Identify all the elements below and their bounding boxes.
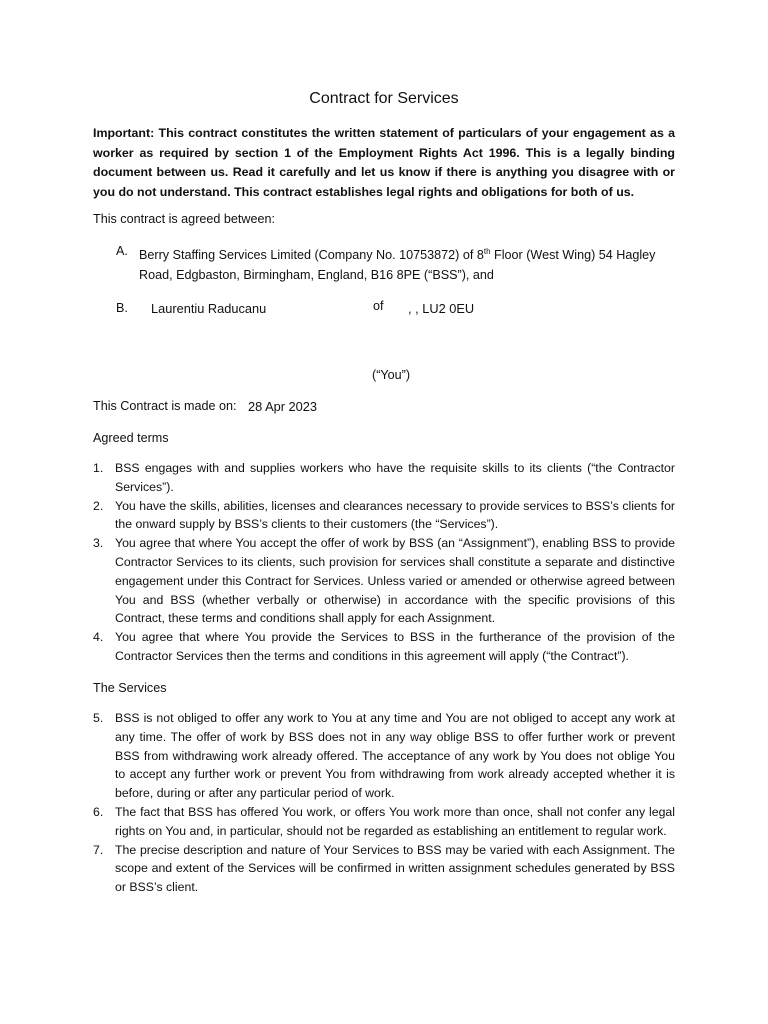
list-item [93, 459, 675, 497]
party-b-letter: B. [116, 301, 128, 315]
item-number: 2. [93, 498, 104, 513]
party-a-superscript: th [483, 247, 491, 256]
item-text: The fact that BSS has offered You work, or offers You work more than once, shall not confer any legal rights on You and, in particular, should not be regarded as establishing an entitlement to regular work. [115, 804, 675, 838]
item-text: BSS engages with and supplies workers who have the requisite skills to its clients (“the Contractor Services”). [115, 461, 675, 494]
agreed-between-text: This contract is agreed between: [93, 212, 276, 226]
list-item [93, 803, 675, 841]
item-number: 1. [93, 461, 104, 475]
party-a-text-start: Berry Staffing Services Limited (Company No. 10753872) of 8 [139, 248, 484, 263]
section-heading-the-services: The Services [93, 681, 167, 695]
party-b-of: of [373, 299, 384, 313]
item-number: 6. [93, 804, 104, 819]
list-item [93, 709, 675, 803]
party-a-text-end: Floor (West Wing) 54 Hagley Road, Edgbaston, Birmingham, England, B16 8PE (“BSS”), and [139, 248, 656, 282]
item-text: You agree that where You accept the offer of work by BSS (an “Assignment”), enabling BSS to provide Contractor Services to its clients, such provision for services shall constitute a separate and distinctive engagement under this Contract for Services. Unless varied or amended or otherwise agreed between You and BSS (whether verbally or otherwise) in accordance with the specific provisions of this Contract, these terms and conditions shall apply for each Assignment. [115, 536, 675, 626]
you-label: (“You”) [372, 368, 411, 382]
party-a-details [139, 242, 679, 285]
list-item [93, 497, 675, 535]
item-text: You agree that where You provide the Services to BSS in the furtherance of the provision of the Contractor Services then the terms and conditions in this agreement will apply (“the Contract”). [115, 630, 675, 663]
item-text: The precise description and nature of Your Services to BSS may be varied with each Assignment. The scope and extent of the Services will be confirmed in written assignment schedules generated by BSS or BSS’s client. [115, 842, 675, 895]
made-on-label: This Contract is made on: [93, 399, 237, 413]
list-item [93, 628, 675, 666]
party-b-name: Laurentiu Raducanu [151, 301, 267, 316]
document-title: Contract for Services [309, 90, 459, 107]
list-item [93, 534, 675, 628]
party-b-address: , , LU2 0EU [408, 301, 475, 316]
party-a-letter: A. [116, 244, 128, 258]
item-number: 3. [93, 536, 104, 551]
important-notice: Important: This contract constitutes the written statement of particulars of your engagement as a worker as required by section 1 of the Employment Rights Act 1996. This is a legally binding document between us. Read it carefully and let us know if there is anything you disagree with or you do not understand. This contract establishes legal rights and obligations for both of us. [93, 126, 675, 199]
made-on-date: 28 Apr 2023 [248, 399, 318, 414]
agreed-terms-list [93, 459, 675, 666]
services-list [93, 709, 675, 897]
item-number: 4. [93, 630, 104, 645]
item-number: 7. [93, 842, 104, 857]
item-text: BSS is not obliged to offer any work to You at any time and You are not obliged to accept any work at any time. The offer of work by BSS does not in any way oblige BSS to offer further work or prevent BSS from withdrawing work already offered. The acceptance of any work by You does not oblige You to accept any further work or prevent You from withdrawing from work already accepted whether it is before, during or after any particular period of work. [115, 711, 675, 801]
section-heading-agreed-terms: Agreed terms [93, 431, 169, 445]
list-item [93, 841, 675, 897]
item-number: 5. [93, 711, 104, 725]
item-text: You have the skills, abilities, licenses and clearances necessary to provide services to BSS’s clients for the onward supply by BSS’s clients to their customers (the “Services”). [115, 498, 675, 532]
